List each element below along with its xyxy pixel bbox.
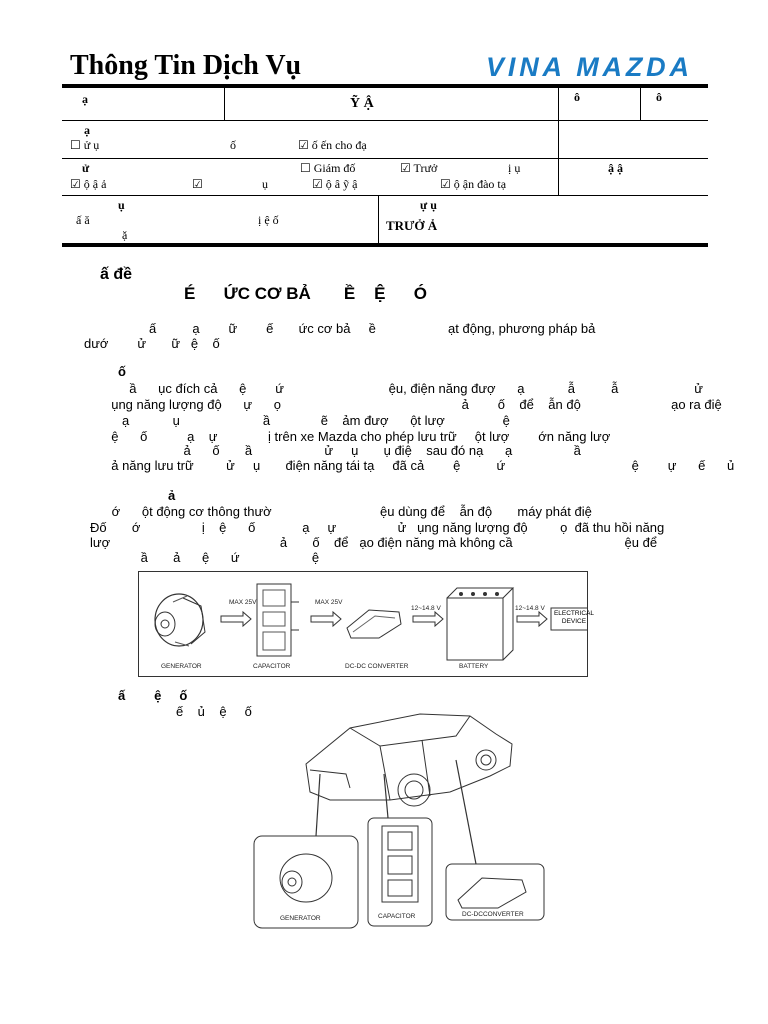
callout-label-generator: GENERATOR: [280, 915, 321, 922]
section1-line: ụng năng lượng độ ự ọ ả ố để ẫn độ ạo ra điệ: [104, 397, 722, 412]
section1-line: ệ ố ạ ự ị trên xe Mazda cho phép lưu trữ ột lượ ớn năng lượ: [104, 429, 611, 444]
form-row5-right-value: TRƯỞ Ả: [386, 218, 438, 233]
form-cell-title: Ỹ Ậ: [350, 96, 374, 111]
form-row5-sub: ặ: [122, 228, 128, 242]
service-info-form: [62, 88, 708, 248]
form-row5-mid: ị ệ ố: [258, 213, 279, 227]
form-cell-date-label: ô: [656, 90, 662, 104]
document-heading: É ỨC CƠ BẢ Ề Ệ Ó: [184, 284, 428, 303]
diagram-label-converter: DC-DC CONVERTER: [345, 663, 409, 670]
capacitor-callout: [368, 818, 432, 926]
subject-label: ấ đề: [100, 266, 133, 283]
energy-flow-diagram: [138, 571, 595, 677]
form-row3-right: ậ ậ: [608, 161, 623, 175]
form-row2-text: ố: [230, 138, 236, 152]
checkbox-director[interactable]: ☐ Giám đố: [300, 161, 356, 175]
form-row5-left: ấ ă: [76, 213, 90, 227]
diagram-label-capacitor: CAPACITOR: [253, 663, 291, 670]
form-bottom-rule: [62, 243, 708, 247]
section1-line: ả năng lưu trữ ử ụ điện năng tái tạ đã cả ệ ứ ệ ự ế ủ: [104, 458, 735, 473]
checkbox-training[interactable]: ☑ ộ ận đào tạ: [440, 177, 507, 191]
form-row2-head: ạ: [84, 123, 90, 137]
arrow-label: MAX 25V: [315, 599, 343, 606]
checkbox-option[interactable]: ☑ ố ến cho đạ: [298, 138, 367, 152]
form-row5-right-head: ự ụ: [420, 198, 437, 212]
arrow-label: 12~14.8 V: [411, 605, 441, 612]
arrow-label: 12~14.8 V: [515, 605, 545, 612]
section2-line: ớ ột động cơ thông thườ ệu dùng để ẫn độ máy phát điệ: [90, 504, 592, 519]
section2-line: lượ ả ố để ạo điện năng mà không cầ ệu để: [90, 535, 658, 550]
form-cell-label: ạ: [82, 92, 88, 106]
vina-mazda-logo: [486, 52, 692, 80]
checkbox-option[interactable]: ☐ ử ụ: [70, 138, 100, 152]
checkbox-option[interactable]: ☑ ộ â ỹ ậ: [312, 177, 358, 191]
diagram-label-battery: BATTERY: [459, 663, 489, 670]
section1-line: ạ ụ ầ ẽ ảm đượ ột lượ ệ: [104, 413, 510, 428]
intro-line: ấ ạ ữ ế ức cơ bả ề ạt động, phương pháp bả: [84, 321, 596, 336]
diagram-label-generator: GENERATOR: [161, 663, 202, 670]
callout-label-capacitor: CAPACITOR: [378, 913, 416, 920]
checkbox-manager[interactable]: ☑ Trưở: [400, 161, 438, 175]
capacitor-illustration: [257, 584, 299, 656]
form-row4-text: ụ: [262, 177, 268, 191]
diagram-label-electrical-device: ELECTRICAL DEVICE: [553, 610, 595, 625]
form-row3-text: ị ụ: [508, 161, 521, 175]
generator-illustration: [155, 594, 205, 646]
arrow-label: MAX 25V: [229, 599, 257, 606]
svg-text:VINA MAZDA: VINA MAZDA: [486, 52, 690, 80]
form-row3-head: ử: [82, 161, 90, 175]
battery-illustration: [447, 588, 513, 660]
section2-line: ầ ả ệ ứ ệ: [90, 550, 320, 565]
section1-title: ố: [118, 364, 126, 379]
section3-subtitle: ế ủ ệ ố: [176, 704, 252, 719]
car-illustration: [306, 714, 512, 806]
form-row5-head: ụ: [118, 198, 125, 212]
intro-line: dướ ử ữ ệ ố: [84, 336, 220, 351]
section2-title: ả: [168, 488, 176, 503]
section1-line: ả ố ầ ử ụ ụ điệ sau đó nạ ạ ầ: [104, 443, 581, 458]
checkbox-option[interactable]: ☑: [192, 177, 203, 191]
form-cell-number-label: ô: [574, 90, 580, 104]
page-title: Thông Tin Dịch Vụ: [70, 50, 302, 81]
converter-illustration: [347, 610, 401, 638]
vehicle-component-diagram: [250, 700, 550, 932]
checkbox-option[interactable]: ☑ ộ ậ ả: [70, 177, 107, 191]
section2-line: Đố ớ ị ệ ố ạ ự ử ụng năng lượng độ ọ đã thu hồi năng: [90, 520, 665, 535]
section3-title: ấ ệ ố: [118, 688, 188, 703]
callout-label-converter: DC-DCCONVERTER: [462, 911, 524, 918]
section1-line: ầ ục đích cả ệ ứ ệu, điện năng đượ ạ ẫ ẫ ử: [104, 381, 703, 396]
